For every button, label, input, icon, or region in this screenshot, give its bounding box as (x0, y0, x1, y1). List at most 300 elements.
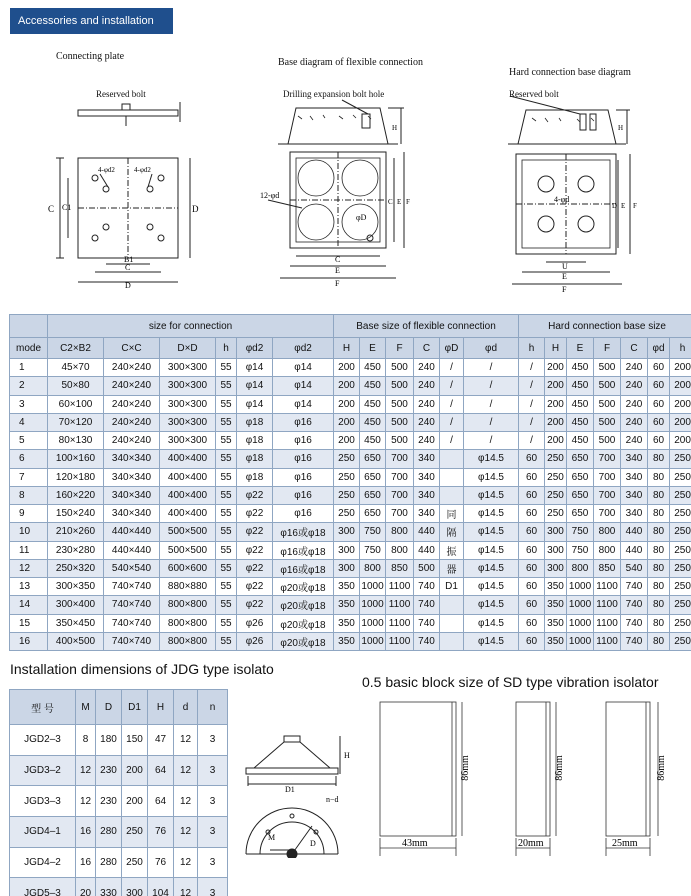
spec-table (9, 314, 691, 651)
column-header: φd (464, 338, 519, 359)
dim-f-side: F (406, 198, 410, 206)
table-cell: 60 (519, 632, 545, 650)
table-cell: 700 (594, 450, 621, 468)
table-cell: φ14.5 (464, 541, 519, 559)
table-cell: 15 (10, 614, 48, 632)
table-cell: 250 (670, 632, 691, 650)
table-cell: 200 (545, 395, 567, 413)
table-cell: 340 (414, 486, 440, 504)
table-cell: / (440, 413, 464, 431)
table-row (10, 505, 691, 523)
table-cell: 45×70 (48, 359, 104, 377)
jdg-table-cell: 64 (148, 755, 174, 786)
table-row (10, 432, 691, 450)
table-cell: 340 (414, 505, 440, 523)
jdg-table-cell: 3 (198, 817, 228, 848)
table-cell: 55 (216, 614, 237, 632)
table-cell: 600×600 (160, 559, 216, 577)
table-cell: φ22 (237, 559, 273, 577)
table-cell: 400×400 (160, 468, 216, 486)
table-cell: φ14 (237, 377, 273, 395)
table-cell: 500 (386, 377, 414, 395)
column-header: F (386, 338, 414, 359)
table-cell: 350 (334, 632, 360, 650)
table-row (10, 395, 691, 413)
table-cell: 340 (621, 450, 648, 468)
column-header: C (621, 338, 648, 359)
dim-e-bottom: E (335, 266, 340, 275)
jdg-header-row (10, 690, 228, 725)
table-cell: φ22 (237, 596, 273, 614)
table-cell (440, 468, 464, 486)
dim-c: C (48, 204, 55, 214)
column-header: C×C (104, 338, 160, 359)
table-cell: 650 (360, 486, 386, 504)
table-cell: 750 (567, 523, 594, 541)
table-cell: 400×400 (160, 505, 216, 523)
table-cell: 650 (567, 450, 594, 468)
table-cell: 440 (414, 523, 440, 541)
table-cell: 450 (567, 432, 594, 450)
jdg-table-cell: 3 (198, 878, 228, 896)
jdg-table-cell: 250 (122, 847, 148, 878)
table-row (10, 359, 691, 377)
table-cell: 300×300 (160, 432, 216, 450)
table-cell: 450 (567, 359, 594, 377)
jdg-table-cell: JGD5–3 (10, 878, 76, 896)
table-cell: φ16 (273, 486, 334, 504)
table-cell: φ14 (273, 395, 334, 413)
column-header: φd2 (237, 338, 273, 359)
table-cell: 450 (360, 413, 386, 431)
table-cell: 55 (216, 432, 237, 450)
table-cell: 60 (648, 395, 670, 413)
table-cell: 55 (216, 632, 237, 650)
table-cell: 440×440 (104, 523, 160, 541)
column-header: φD (440, 338, 464, 359)
reserved-bolt-label-2: Reserved bolt (509, 89, 559, 99)
jdg-table-cell: 280 (96, 847, 122, 878)
table-cell: 250 (670, 578, 691, 596)
spec-table-body (10, 359, 691, 651)
connecting-plate-drawing (40, 92, 200, 297)
drilling-hole-label: Drilling expansion bolt hole (283, 89, 385, 99)
table-row (10, 377, 691, 395)
table-cell: 200 (545, 377, 567, 395)
table-cell: 350 (334, 578, 360, 596)
reserved-bolt-label-1: Reserved bolt (96, 89, 146, 99)
table-cell: / (519, 413, 545, 431)
table-cell: 240 (414, 359, 440, 377)
table-cell: 200 (545, 432, 567, 450)
table-cell: D1 (440, 578, 464, 596)
table-cell: 500 (386, 395, 414, 413)
table-cell: 1100 (594, 578, 621, 596)
table-cell: 13 (10, 578, 48, 596)
dim-dd: D (125, 281, 131, 290)
column-header-row (10, 338, 691, 359)
table-cell: 450 (567, 377, 594, 395)
table-cell: 隔 (440, 523, 464, 541)
table-cell: 250 (334, 505, 360, 523)
table-cell: 250×320 (48, 559, 104, 577)
table-cell: / (440, 377, 464, 395)
dim-phi-d: φD (356, 213, 367, 222)
table-row (10, 632, 691, 650)
table-cell: / (464, 413, 519, 431)
table-cell: 440 (621, 541, 648, 559)
table-cell: 250 (334, 450, 360, 468)
table-cell: 120×180 (48, 468, 104, 486)
jdg-table-row (10, 725, 228, 756)
jdg-title: Installation dimensions of JDG type isolato (10, 661, 274, 677)
table-cell: 800×800 (160, 614, 216, 632)
table-cell: 850 (386, 559, 414, 577)
jdg-dim-nd: n−d (326, 795, 339, 804)
table-cell: 240×240 (104, 432, 160, 450)
jdg-table-cell: 300 (122, 878, 148, 896)
jdg-table-cell: 12 (76, 755, 96, 786)
table-cell: 1000 (567, 596, 594, 614)
jdg-table-cell: JGD2–3 (10, 725, 76, 756)
table-cell: 350 (545, 578, 567, 596)
table-cell: 12 (10, 559, 48, 577)
table-cell: φ14.5 (464, 614, 519, 632)
table-cell: 250 (545, 505, 567, 523)
table-cell: 350 (545, 596, 567, 614)
jdg-column-header: n (198, 690, 228, 725)
table-cell: 740 (621, 596, 648, 614)
table-cell: 240 (414, 432, 440, 450)
jdg-table-cell: 16 (76, 847, 96, 878)
table-cell (440, 486, 464, 504)
table-cell: 80 (648, 632, 670, 650)
table-cell: 800×800 (160, 632, 216, 650)
table-cell: 240 (621, 377, 648, 395)
table-cell: 650 (360, 468, 386, 486)
table-cell: 240 (621, 432, 648, 450)
jdg-column-header: H (148, 690, 174, 725)
table-cell: 400×400 (160, 450, 216, 468)
column-header: F (594, 338, 621, 359)
table-cell: 80 (648, 468, 670, 486)
table-cell: 60 (519, 450, 545, 468)
table-row (10, 486, 691, 504)
jdg-table-cell: JGD4–1 (10, 817, 76, 848)
table-cell: 400×500 (48, 632, 104, 650)
table-row (10, 541, 691, 559)
table-cell: 200 (670, 395, 691, 413)
table-cell: 1000 (567, 632, 594, 650)
dim-c-side: C (388, 198, 393, 206)
table-cell: 350 (545, 632, 567, 650)
table-cell: 55 (216, 395, 237, 413)
table-cell: 650 (360, 450, 386, 468)
table-cell: 250 (670, 559, 691, 577)
dim-b1: B1 (124, 255, 134, 264)
table-cell: 55 (216, 413, 237, 431)
jdg-table-body (10, 725, 228, 896)
table-cell: φ22 (237, 578, 273, 596)
jdg-column-header: d (174, 690, 198, 725)
table-cell: 400×400 (160, 486, 216, 504)
table-cell: 540×540 (104, 559, 160, 577)
table-cell: / (464, 359, 519, 377)
sd-block-1-width: 43mm (402, 838, 428, 849)
table-cell: 14 (10, 596, 48, 614)
table-cell: 240 (621, 413, 648, 431)
table-cell: 16 (10, 632, 48, 650)
table-row (10, 614, 691, 632)
jdg-table-cell: 200 (122, 755, 148, 786)
column-header: D×D (160, 338, 216, 359)
sd-block-2-height: 86mm (554, 755, 565, 781)
table-cell: 80 (648, 523, 670, 541)
table-cell: 7 (10, 468, 48, 486)
table-cell: / (519, 432, 545, 450)
table-cell: 740 (621, 578, 648, 596)
group-header-hard: Hard connection base size (519, 315, 691, 338)
jdg-table-row (10, 847, 228, 878)
table-cell: φ16 (273, 468, 334, 486)
table-cell: 60 (519, 468, 545, 486)
dim-d-side: D (612, 202, 618, 210)
table-cell: 200 (545, 413, 567, 431)
table-cell: φ18 (237, 468, 273, 486)
dim-h: H (618, 124, 624, 132)
table-cell: 50×80 (48, 377, 104, 395)
table-cell: 350×450 (48, 614, 104, 632)
table-cell: 800 (594, 541, 621, 559)
table-cell: φ14.5 (464, 486, 519, 504)
sd-block-1-height: 86mm (460, 755, 471, 781)
table-cell: φ14.5 (464, 578, 519, 596)
jdg-table-cell: 180 (96, 725, 122, 756)
table-cell: / (440, 395, 464, 413)
table-cell: 1000 (567, 578, 594, 596)
table-cell: φ22 (237, 541, 273, 559)
table-row (10, 578, 691, 596)
table-cell: φ18 (237, 432, 273, 450)
table-row (10, 559, 691, 577)
table-cell: 700 (594, 468, 621, 486)
column-header: E (360, 338, 386, 359)
table-cell: 55 (216, 377, 237, 395)
table-cell: φ14.5 (464, 559, 519, 577)
table-cell: 700 (594, 486, 621, 504)
table-cell: φ14 (237, 395, 273, 413)
table-cell: φ14.5 (464, 468, 519, 486)
table-cell: 300×350 (48, 578, 104, 596)
table-cell: φ14.5 (464, 596, 519, 614)
table-cell: 880×880 (160, 578, 216, 596)
dim-u: U (562, 262, 568, 271)
table-cell: 1100 (594, 596, 621, 614)
jdg-table-cell: 12 (174, 755, 198, 786)
table-cell: 6 (10, 450, 48, 468)
jdg-table-cell: 12 (76, 786, 96, 817)
jdg-table-cell: JGD3–3 (10, 786, 76, 817)
column-header: E (567, 338, 594, 359)
table-cell: 250 (545, 450, 567, 468)
table-cell: φ14 (237, 359, 273, 377)
jdg-table-cell: 20 (76, 878, 96, 896)
table-cell: 80 (648, 596, 670, 614)
holes-label: 12-φd (260, 191, 280, 200)
table-cell: φ26 (237, 632, 273, 650)
jdg-table-cell: 330 (96, 878, 122, 896)
flexible-base-drawing (258, 96, 418, 296)
table-cell: 250 (670, 596, 691, 614)
jdg-table-cell: 3 (198, 755, 228, 786)
table-cell: 350 (545, 614, 567, 632)
table-cell: 1 (10, 359, 48, 377)
table-cell: 240 (414, 413, 440, 431)
jdg-table-cell: 47 (148, 725, 174, 756)
table-cell: 1100 (594, 614, 621, 632)
table-cell: 700 (386, 468, 414, 486)
table-cell: / (440, 432, 464, 450)
table-cell: 55 (216, 468, 237, 486)
table-cell: 740×740 (104, 632, 160, 650)
jdg-table (9, 689, 228, 896)
table-cell: φ14.5 (464, 632, 519, 650)
table-cell: 200 (334, 432, 360, 450)
table-cell: 450 (360, 395, 386, 413)
table-cell: 230×280 (48, 541, 104, 559)
table-cell: 300 (545, 523, 567, 541)
table-cell: 1100 (386, 578, 414, 596)
table-cell: 850 (594, 559, 621, 577)
table-cell: φ14.5 (464, 523, 519, 541)
table-cell: φ14 (273, 377, 334, 395)
jdg-table-cell: JGD3–2 (10, 755, 76, 786)
dim-f-side: F (633, 202, 637, 210)
jdg-table-cell: JGD4–2 (10, 847, 76, 878)
jdg-table-cell: 3 (198, 847, 228, 878)
table-cell: 振 (440, 541, 464, 559)
table-row (10, 523, 691, 541)
jdg-isolator-drawing (240, 728, 370, 858)
table-cell: φ22 (237, 523, 273, 541)
dim-d: D (192, 204, 199, 214)
hole-label-right: 4-φd2 (134, 166, 151, 174)
table-cell: 250 (670, 486, 691, 504)
table-cell: 同 (440, 505, 464, 523)
table-cell (440, 450, 464, 468)
table-row (10, 450, 691, 468)
table-cell: φ20或φ18 (273, 614, 334, 632)
dim-f-bottom: F (562, 285, 567, 294)
table-cell: 250 (670, 523, 691, 541)
table-cell: 740 (414, 578, 440, 596)
table-row (10, 468, 691, 486)
group-header-connection: size for connection (48, 315, 334, 338)
table-cell: 340×340 (104, 505, 160, 523)
table-cell: 3 (10, 395, 48, 413)
table-cell: 1000 (360, 614, 386, 632)
table-cell: / (464, 432, 519, 450)
table-cell: φ16 (273, 505, 334, 523)
column-header: H (545, 338, 567, 359)
sd-block-3-height: 86mm (656, 755, 667, 781)
group-blank (10, 315, 48, 338)
table-cell: 55 (216, 505, 237, 523)
table-cell: 80×130 (48, 432, 104, 450)
table-cell: 250 (670, 468, 691, 486)
table-cell: 500 (414, 559, 440, 577)
table-cell: φ20或φ18 (273, 596, 334, 614)
table-cell: 1100 (386, 632, 414, 650)
table-cell: / (519, 395, 545, 413)
table-cell: 740 (414, 632, 440, 650)
table-cell: 500 (594, 413, 621, 431)
table-cell: / (464, 395, 519, 413)
table-cell: 450 (360, 377, 386, 395)
table-cell: 740×740 (104, 614, 160, 632)
table-cell: 500×500 (160, 541, 216, 559)
hard-base-drawing (490, 96, 650, 296)
table-cell: 300 (334, 559, 360, 577)
jdg-table-cell: 230 (96, 755, 122, 786)
table-cell: 800 (594, 523, 621, 541)
table-cell: 80 (648, 486, 670, 504)
table-cell: 80 (648, 614, 670, 632)
table-cell: 60 (519, 559, 545, 577)
table-cell: 500 (594, 432, 621, 450)
jdg-table-row (10, 878, 228, 896)
jdg-table-cell: 150 (122, 725, 148, 756)
table-cell: 350 (334, 614, 360, 632)
jdg-table-row (10, 817, 228, 848)
table-cell: 10 (10, 523, 48, 541)
group-header-flexible: Base size of flexible connection (334, 315, 519, 338)
column-header: H (334, 338, 360, 359)
table-cell: 250 (334, 468, 360, 486)
table-cell: 440 (621, 523, 648, 541)
table-cell: 800 (360, 559, 386, 577)
table-cell (440, 632, 464, 650)
flexible-base-title: Base diagram of flexible connection (278, 57, 423, 68)
table-cell: 740 (414, 596, 440, 614)
column-header: C (414, 338, 440, 359)
table-cell: φ26 (237, 614, 273, 632)
table-cell: 650 (567, 486, 594, 504)
dim-f-bottom: F (335, 279, 340, 288)
table-row (10, 596, 691, 614)
table-cell: 60 (519, 505, 545, 523)
table-row (10, 413, 691, 431)
jdg-table-cell: 3 (198, 786, 228, 817)
table-cell: 700 (386, 505, 414, 523)
table-cell: 1100 (594, 632, 621, 650)
table-cell: 300 (545, 541, 567, 559)
table-cell: φ16或φ18 (273, 541, 334, 559)
table-cell: φ14 (273, 359, 334, 377)
dim-h: H (392, 124, 398, 132)
hole-label-left: 4-φd2 (98, 166, 115, 174)
table-cell: 740 (414, 614, 440, 632)
table-cell: 60 (648, 413, 670, 431)
table-cell: 450 (567, 395, 594, 413)
table-cell: 700 (386, 486, 414, 504)
table-cell: 750 (360, 523, 386, 541)
table-cell: 700 (594, 505, 621, 523)
jdg-column-header: M (76, 690, 96, 725)
table-cell: 650 (567, 505, 594, 523)
table-cell: 200 (545, 359, 567, 377)
table-cell: / (440, 359, 464, 377)
